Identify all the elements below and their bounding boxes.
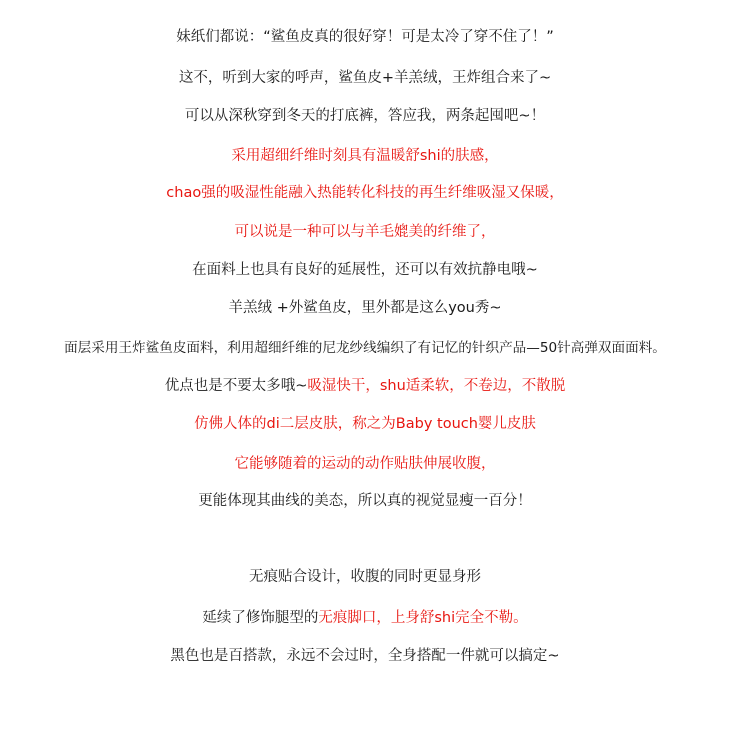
- line-11-segment-1: 仿佛人体的di二层皮肤，称之为Baby touch婴儿皮肤: [194, 416, 536, 432]
- text-line-7: [0, 260, 730, 280]
- text-line-2: [0, 68, 730, 88]
- text-line-15: [0, 608, 730, 628]
- line-5-segment-1: chao强的吸湿性能融入热能转化科技的再生纤维吸湿又保暖，: [166, 185, 564, 201]
- line-16-segment-1: 黑色也是百搭款，永远不会过时，全身搭配一件就可以搞定~: [170, 648, 560, 664]
- text-line-13: [0, 491, 730, 511]
- line-1-segment-1: 妹纸们都说：“鲨鱼皮真的很好穿！可是太冷了穿不住了！”: [176, 29, 554, 45]
- text-line-8: [0, 298, 730, 318]
- text-line-12: [0, 454, 730, 474]
- text-line-6: [0, 222, 730, 242]
- line-13-segment-1: 更能体现其曲线的美态，所以真的视觉显瘦一百分！: [198, 493, 532, 509]
- line-14-segment-1: 无痕贴合设计，收腹的同时更显身形: [249, 569, 481, 585]
- line-2-segment-1: 这不，听到大家的呼声，鲨鱼皮+羊羔绒，王炸组合来了~: [178, 70, 552, 86]
- line-15-segment-2: 无痕脚口，上身舒shi完全不勒。: [318, 610, 528, 626]
- text-line-16: [0, 646, 730, 666]
- line-12-segment-1: 它能够随着的运动的动作贴肤伸展收腹，: [234, 456, 496, 472]
- line-8-segment-1: 羊羔绒 +外鲨鱼皮，里外都是这么you秀~: [228, 300, 502, 316]
- text-line-4: [0, 146, 730, 166]
- text-line-1: [0, 27, 730, 47]
- line-10-segment-2: 吸湿快干，shu适柔软，不卷边，不散脱: [307, 378, 566, 394]
- line-6-segment-1: 可以说是一种可以与羊毛媲美的纤维了，: [234, 224, 496, 240]
- text-line-14: [0, 567, 730, 587]
- line-15-segment-1: 延续了修饰腿型的: [202, 610, 319, 626]
- text-line-9: [0, 338, 730, 358]
- line-10-segment-1: 优点也是不要太多哦~: [164, 378, 308, 394]
- text-line-3: [0, 106, 730, 126]
- text-line-5: [0, 183, 730, 203]
- text-line-10: [0, 376, 730, 396]
- text-line-11: [0, 414, 730, 434]
- line-4-segment-1: 采用超细纤维时刻具有温暖舒shi的肤感，: [231, 148, 499, 164]
- line-3-segment-1: 可以从深秋穿到冬天的打底裤，答应我，两条起囤吧~！: [184, 108, 546, 124]
- line-7-segment-1: 在面料上也具有良好的延展性，还可以有效抗静电哦~: [192, 262, 538, 278]
- line-9-segment-1: 面层采用王炸鲨鱼皮面料，利用超细纤维的尼龙纱线编织了有记忆的针织产品—50针高弹双面面料。: [64, 340, 666, 356]
